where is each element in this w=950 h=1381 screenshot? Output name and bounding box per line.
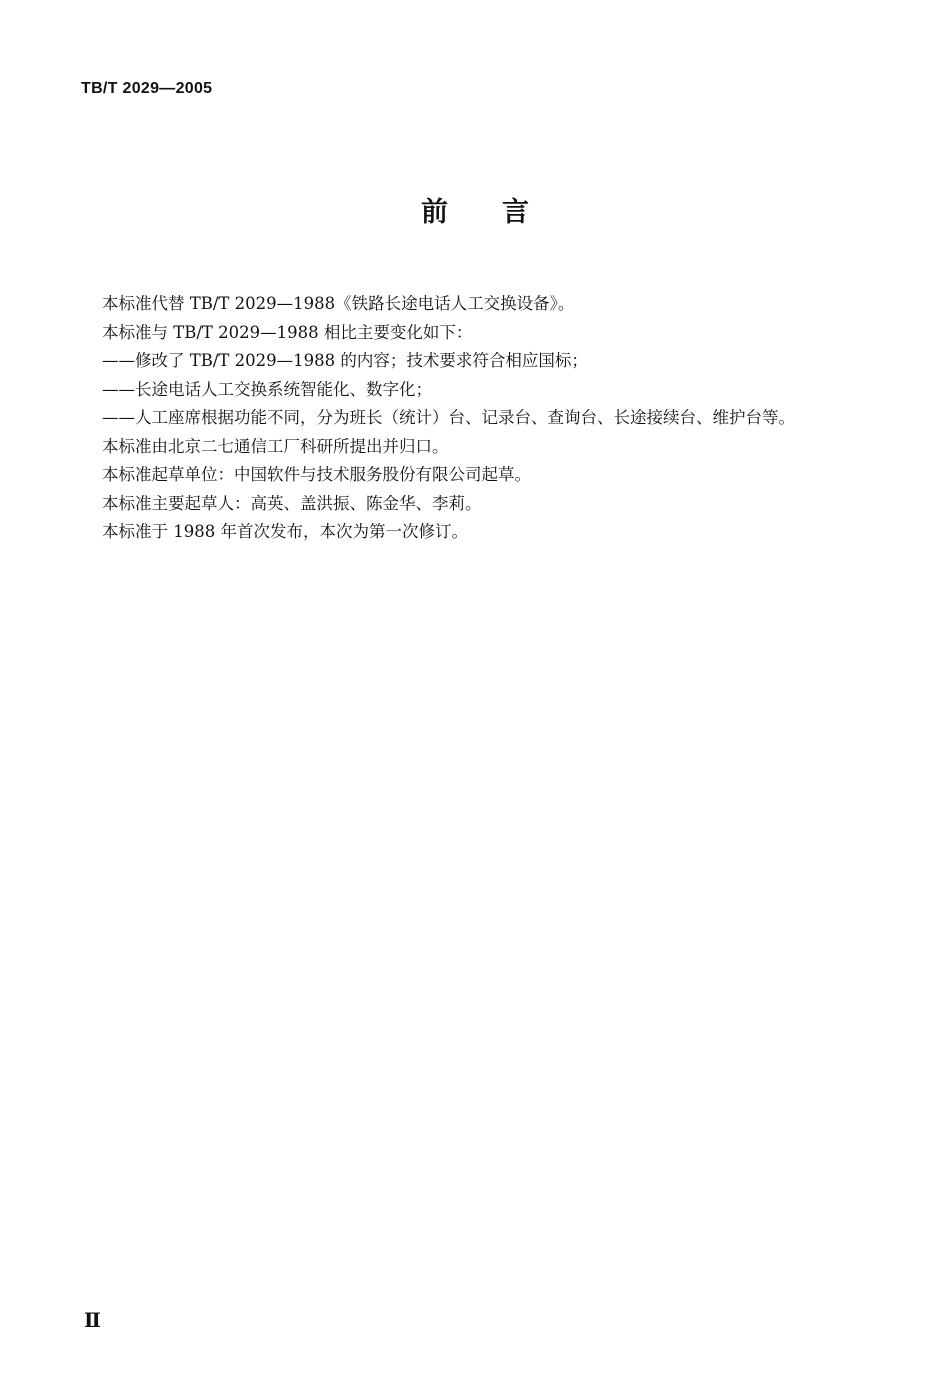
- page-title-char-1: 前: [421, 197, 448, 228]
- foreword-line: 本标准起草单位：中国软件与技术服务股份有限公司起草。: [102, 465, 531, 484]
- page-title-char-2: 言: [502, 197, 529, 228]
- page-number: Ⅱ: [84, 1308, 101, 1332]
- foreword-line: 本标准于 1988 年首次发布，本次为第一次修订。: [102, 522, 468, 541]
- standard-number: TB/T 2029—2005: [81, 80, 213, 97]
- foreword-line: ——长途电话人工交换系统智能化、数字化；: [102, 379, 432, 399]
- foreword-line: ——修改了 TB/T 2029—1988 的内容；技术要求符合相应国标；: [102, 351, 588, 370]
- foreword-line: ——人工座席根据功能不同，分为班长（统计）台、记录台、查询台、长途接续台、维护台等。: [102, 408, 795, 427]
- foreword-line: 本标准代替 TB/T 2029—1988《铁路长途电话人工交换设备》。: [102, 294, 575, 313]
- foreword-line: 本标准主要起草人：高英、盖洪振、陈金华、李莉。: [102, 493, 482, 513]
- foreword-line: 本标准由北京二七通信工厂科研所提出并归口。: [102, 436, 449, 456]
- foreword-body: [102, 290, 862, 547]
- foreword-line: 本标准与 TB/T 2029—1988 相比主要变化如下：: [102, 322, 473, 342]
- page-title: [0, 190, 950, 229]
